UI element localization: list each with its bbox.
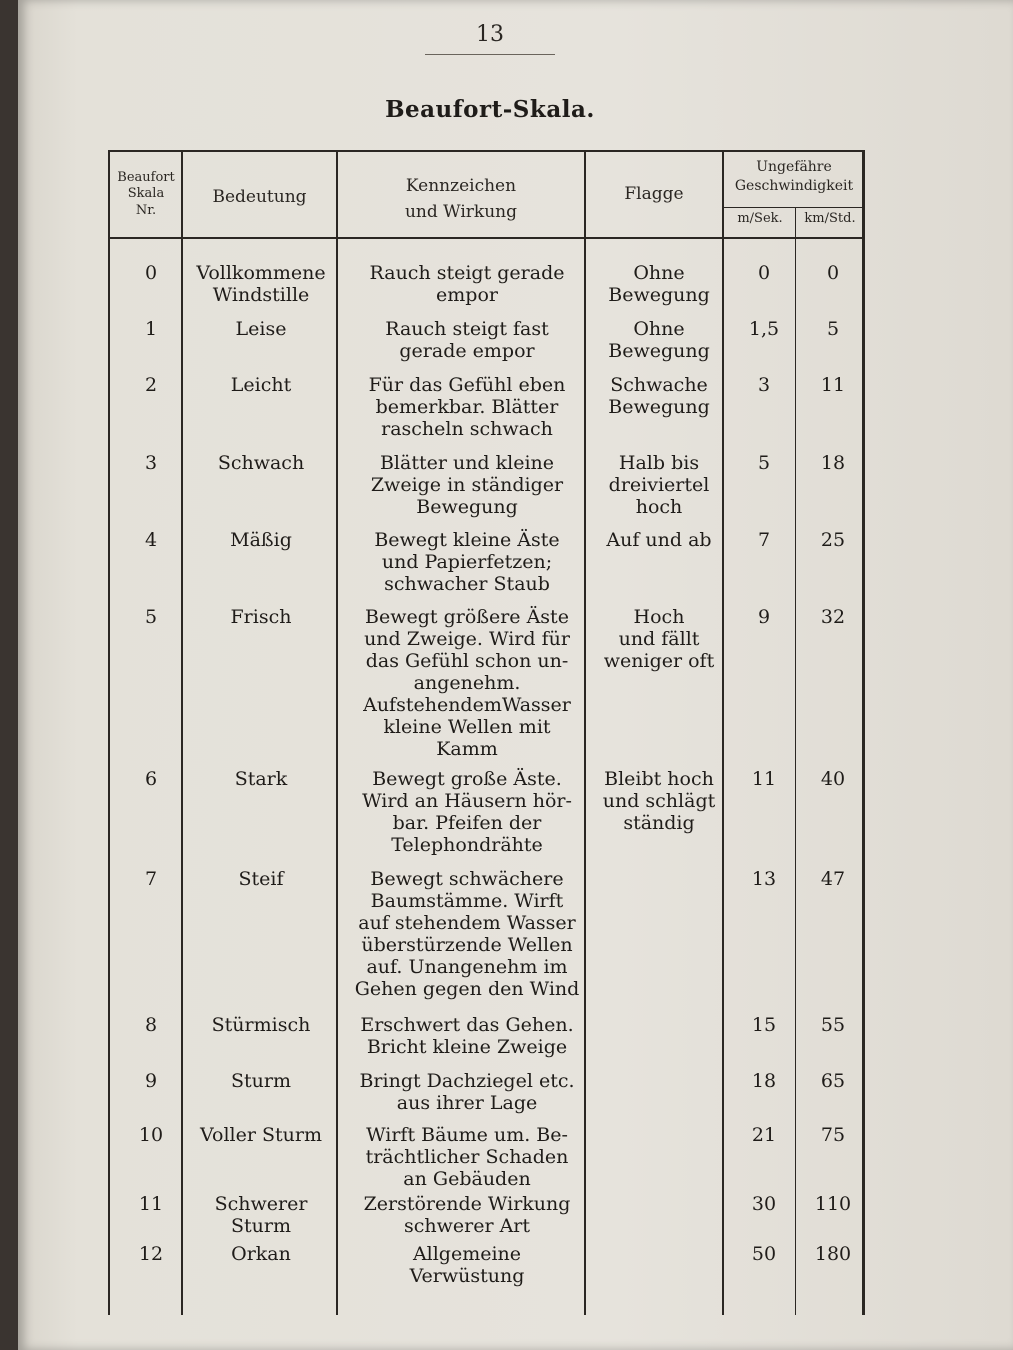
cell-flagge — [590, 318, 728, 362]
cell-bedeutung-line: Sturm — [231, 1070, 291, 1092]
cell-flagge-line: Auf und ab — [606, 529, 712, 551]
cell-flagge — [590, 606, 728, 672]
cell-kennzeichen-line: Blätter und kleine — [379, 452, 555, 474]
cell-bedeutung — [182, 768, 340, 790]
cell-flagge-line: Bewegung — [608, 340, 710, 362]
cell-flagge-line: Ohne — [633, 262, 685, 284]
header-nr-line: Skala — [127, 186, 165, 202]
cell-bedeutung-line: Leicht — [230, 374, 292, 396]
cell-kennzeichen — [343, 868, 591, 1000]
cell-bedeutung-line: Orkan — [231, 1243, 291, 1265]
cell-ms: 5 — [757, 452, 771, 474]
cell-kennzeichen — [343, 374, 591, 440]
cell-kennzeichen-line: schwerer Art — [403, 1215, 531, 1237]
cell-kennzeichen-line: Rauch steigt fast — [385, 318, 549, 340]
cell-kennzeichen-line: und Zweige. Wird für — [364, 628, 570, 650]
cell-kmh: 180 — [814, 1243, 852, 1265]
header-nr-line: Nr. — [135, 202, 157, 218]
cell-flagge — [590, 374, 728, 418]
cell-nr: 8 — [144, 1014, 158, 1036]
cell-kennzeichen-line: rascheln schwach — [381, 418, 553, 440]
cell-bedeutung — [182, 868, 340, 890]
cell-ms: 0 — [757, 262, 771, 284]
cell-flagge-line: Halb bis — [618, 452, 700, 474]
cell-nr: 10 — [138, 1124, 164, 1146]
cell-flagge-line: Hoch — [633, 606, 685, 628]
cell-nr: 2 — [144, 374, 158, 396]
cell-kennzeichen — [343, 262, 591, 306]
header-kmh: km/Std. — [804, 211, 856, 226]
cell-bedeutung-line: Sturm — [231, 1215, 291, 1237]
page-title: Beaufort-Skala. — [385, 96, 595, 123]
cell-nr: 5 — [144, 606, 158, 628]
cell-kennzeichen — [343, 768, 591, 856]
cell-bedeutung — [182, 374, 340, 396]
cell-kennzeichen-line: Wird an Häusern hör- — [362, 790, 572, 812]
cell-ms: 3 — [757, 374, 771, 396]
cell-ms: 13 — [751, 868, 777, 890]
cell-bedeutung-line: Stürmisch — [211, 1014, 311, 1036]
cell-bedeutung-line: Stark — [234, 768, 288, 790]
cell-kmh: 5 — [826, 318, 840, 340]
cell-kennzeichen-line: Baumstämme. Wirft — [370, 890, 564, 912]
cell-kennzeichen — [343, 452, 591, 518]
cell-flagge — [590, 452, 728, 518]
cell-bedeutung-line: Mäßig — [230, 529, 292, 551]
cell-nr: 1 — [144, 318, 158, 340]
cell-kennzeichen — [343, 1243, 591, 1287]
cell-nr: 11 — [138, 1193, 164, 1215]
cell-kmh: 65 — [820, 1070, 846, 1092]
cell-kmh: 0 — [826, 262, 840, 284]
cell-bedeutung — [182, 1124, 340, 1146]
cell-flagge-line: und fällt — [618, 628, 700, 650]
cell-bedeutung-line: Voller Sturm — [200, 1124, 322, 1146]
cell-kennzeichen-line: gerade empor — [399, 340, 535, 362]
cell-ms: 1,5 — [748, 318, 780, 340]
cell-flagge-line: ständig — [623, 812, 695, 834]
header-kennzeichen — [337, 174, 585, 225]
cell-kennzeichen — [343, 1193, 591, 1237]
cell-kennzeichen-line: bemerkbar. Blätter — [375, 396, 559, 418]
cell-bedeutung — [182, 1243, 340, 1265]
cell-kmh: 55 — [820, 1014, 846, 1036]
cell-kennzeichen — [343, 529, 591, 595]
cell-bedeutung — [182, 1070, 340, 1092]
cell-bedeutung-line: Leise — [235, 318, 287, 340]
cell-kennzeichen-line: Bewegung — [416, 496, 518, 518]
cell-kmh: 47 — [820, 868, 846, 890]
cell-bedeutung-line: Frisch — [230, 606, 292, 628]
cell-nr: 4 — [144, 529, 158, 551]
cell-kennzeichen-line: Bewegt kleine Äste — [374, 529, 560, 551]
cell-flagge — [590, 262, 728, 306]
cell-bedeutung — [182, 452, 340, 474]
header-geschwindigkeit-line: Ungefähre — [756, 159, 832, 175]
cell-nr: 6 — [144, 768, 158, 790]
cell-ms: 18 — [751, 1070, 777, 1092]
cell-nr: 0 — [144, 262, 158, 284]
cell-kennzeichen-line: Für das Gefühl eben — [368, 374, 566, 396]
page-number-rule — [425, 54, 555, 55]
header-geschwindigkeit-line: Geschwindigkeit — [734, 177, 854, 194]
cell-kennzeichen-line: Bewegt große Äste. — [372, 768, 562, 790]
cell-kennzeichen-line: AufstehendemWasser — [363, 694, 571, 716]
cell-kennzeichen-line: Verwüstung — [409, 1265, 525, 1287]
cell-bedeutung — [182, 529, 340, 551]
cell-flagge-line: und schlägt — [602, 790, 716, 812]
cell-flagge-line: weniger oft — [603, 650, 715, 672]
cell-nr: 3 — [144, 452, 158, 474]
cell-ms: 9 — [757, 606, 771, 628]
cell-kmh: 110 — [814, 1193, 852, 1215]
header-bedeutung: Bedeutung — [212, 187, 307, 207]
cell-kennzeichen-line: das Gefühl schon un- — [365, 650, 569, 672]
cell-flagge-line: hoch — [635, 496, 683, 518]
cell-kennzeichen-line: Allgemeine — [412, 1243, 522, 1265]
cell-kennzeichen-line: Telephondrähte — [391, 834, 543, 856]
header-ms: m/Sek. — [737, 211, 783, 226]
cell-kennzeichen — [343, 1014, 591, 1058]
cell-kennzeichen-line: angenehm. — [413, 672, 521, 694]
cell-kennzeichen-line: kleine Wellen mit — [383, 716, 551, 738]
cell-kennzeichen — [343, 318, 591, 362]
cell-kennzeichen-line: Rauch steigt gerade — [369, 262, 565, 284]
cell-flagge-line: Bewegung — [608, 396, 710, 418]
header-kennzeichen-line: Kennzeichen — [405, 176, 517, 196]
cell-kennzeichen-line: Wirft Bäume um. Be- — [366, 1124, 568, 1146]
cell-bedeutung — [182, 1014, 340, 1036]
cell-flagge-line: dreiviertel — [608, 474, 710, 496]
cell-kennzeichen — [343, 1124, 591, 1190]
cell-nr: 9 — [144, 1070, 158, 1092]
cell-bedeutung — [182, 1193, 340, 1237]
cell-kennzeichen-line: Bewegt schwächere — [370, 868, 564, 890]
cell-kennzeichen — [343, 606, 591, 760]
cell-kmh: 18 — [820, 452, 846, 474]
header-nr-line: Beaufort — [117, 170, 175, 185]
cell-kennzeichen-line: Bricht kleine Zweige — [366, 1036, 568, 1058]
cell-ms: 11 — [751, 768, 777, 790]
cell-flagge — [590, 529, 728, 551]
cell-ms: 30 — [751, 1193, 777, 1215]
cell-bedeutung-line: Vollkommene — [196, 262, 326, 284]
cell-ms: 50 — [751, 1243, 777, 1265]
cell-nr: 12 — [138, 1243, 164, 1265]
cell-bedeutung — [182, 318, 340, 340]
cell-kennzeichen-line: Kamm — [436, 738, 498, 760]
cell-bedeutung-line: Windstille — [212, 284, 310, 306]
cell-kennzeichen-line: auf. Unangenehm im — [366, 956, 568, 978]
cell-kennzeichen-line: Erschwert das Gehen. — [360, 1014, 574, 1036]
cell-kennzeichen-line: aus ihrer Lage — [396, 1092, 538, 1114]
cell-kennzeichen-line: Gehen gegen den Wind — [354, 978, 580, 1000]
cell-kennzeichen-line: Bringt Dachziegel etc. — [359, 1070, 575, 1092]
cell-kennzeichen-line: empor — [436, 284, 498, 306]
header-nr — [110, 170, 182, 219]
cell-ms: 7 — [757, 529, 771, 551]
cell-kennzeichen-line: auf stehendem Wasser — [358, 912, 576, 934]
cell-kennzeichen-line: schwacher Staub — [384, 573, 550, 595]
cell-kennzeichen-line: und Papierfetzen; — [381, 551, 553, 573]
cell-bedeutung — [182, 262, 340, 306]
cell-flagge-line: Ohne — [633, 318, 685, 340]
cell-kennzeichen-line: bar. Pfeifen der — [392, 812, 542, 834]
cell-kennzeichen-line: Zerstörende Wirkung — [363, 1193, 571, 1215]
cell-kmh: 32 — [820, 606, 846, 628]
cell-kmh: 40 — [820, 768, 846, 790]
cell-ms: 15 — [751, 1014, 777, 1036]
page-number: 13 — [476, 22, 504, 47]
header-kennzeichen-line: und Wirkung — [404, 201, 517, 222]
cell-kmh: 25 — [820, 529, 846, 551]
cell-bedeutung-line: Schwerer — [214, 1193, 308, 1215]
cell-nr: 7 — [144, 868, 158, 890]
cell-kennzeichen-line: überstürzende Wellen — [361, 934, 573, 956]
cell-flagge-line: Bleibt hoch — [604, 768, 714, 790]
subheader-divider — [723, 207, 865, 208]
cell-flagge-line: Schwache — [610, 374, 708, 396]
cell-bedeutung-line: Schwach — [217, 452, 305, 474]
cell-kennzeichen-line: an Gebäuden — [403, 1168, 531, 1190]
header-flagge: Flagge — [624, 184, 684, 204]
cell-kennzeichen — [343, 1070, 591, 1114]
cell-flagge — [590, 768, 728, 834]
cell-bedeutung — [182, 606, 340, 628]
cell-flagge-line: Bewegung — [608, 284, 710, 306]
cell-kennzeichen-line: Bewegt größere Äste — [365, 606, 569, 628]
cell-bedeutung-line: Steif — [238, 868, 284, 890]
cell-kmh: 11 — [820, 374, 846, 396]
cell-kennzeichen-line: trächtlicher Schaden — [365, 1146, 569, 1168]
cell-kmh: 75 — [820, 1124, 846, 1146]
header-geschwindigkeit — [723, 158, 865, 196]
header-divider — [108, 237, 865, 239]
cell-ms: 21 — [751, 1124, 777, 1146]
cell-kennzeichen-line: Zweige in ständiger — [370, 474, 564, 496]
